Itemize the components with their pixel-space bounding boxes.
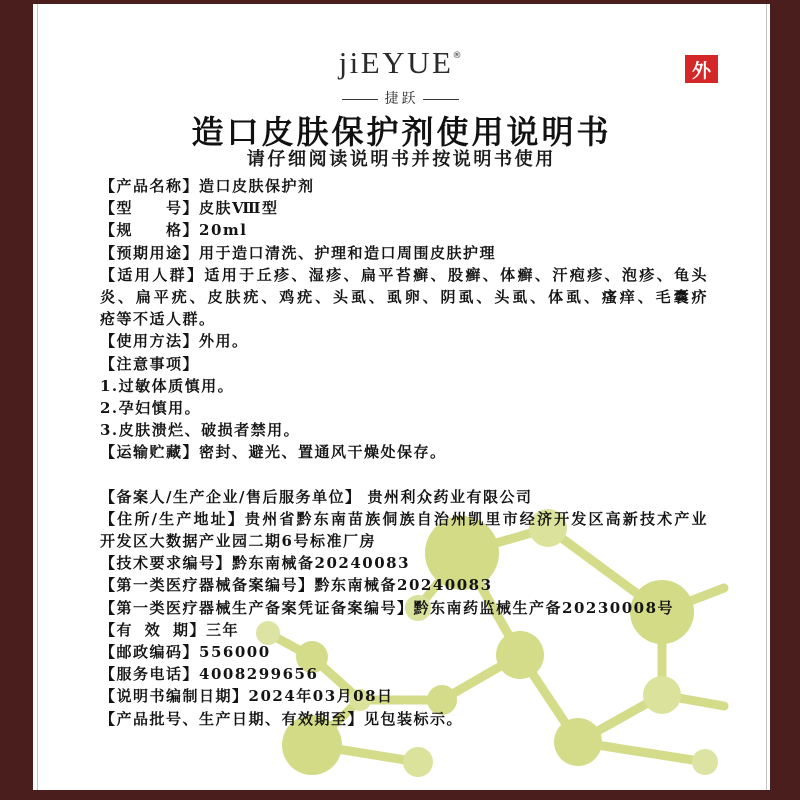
precaution-item: 2.孕妇慎用。 <box>100 398 202 417</box>
field-label: 【注意事项】 <box>100 354 200 373</box>
field-label: 【预期用途】 <box>100 243 200 262</box>
field-address-line-1 <box>100 508 707 530</box>
molecule-atom <box>403 747 433 777</box>
field-label: 【使用方法】 <box>100 332 200 351</box>
page-subtitle: 请仔细阅读说明书并按说明书使用 <box>246 149 556 170</box>
field-registrant <box>100 486 740 508</box>
logo-rule-right <box>423 99 459 100</box>
field-label: 【备案人/生产企业/售后服务单位】 <box>100 487 362 506</box>
field-value: 556000 <box>199 642 271 661</box>
field-address-line-2 <box>100 530 740 552</box>
field-intended-use <box>100 242 740 264</box>
field-production-filing-no <box>100 597 740 619</box>
field-label: 【服务电话】 <box>100 665 200 684</box>
field-label: 【邮政编码】 <box>100 642 200 661</box>
field-storage <box>100 441 740 463</box>
field-value: 炎、扁平疣、皮肤疣、鸡疣、头虱、虱卵、阴虱、头虱、体虱、瘙痒、毛囊疥 <box>100 287 707 306</box>
field-label: 【产品名称】 <box>100 177 200 195</box>
field-applicable-line-2 <box>100 286 707 308</box>
logo-wordmark-text: jiEYUE <box>338 45 454 80</box>
field-label: 【型 号】 <box>100 199 200 218</box>
field-usage <box>100 330 740 352</box>
field-spec <box>100 219 740 241</box>
field-label: 【有 效 期】 <box>100 620 206 639</box>
field-value: 20ml <box>199 221 248 240</box>
field-label: 【第一类医疗器械生产备案凭证备案编号】 <box>100 598 414 617</box>
field-postcode <box>100 641 740 663</box>
field-label: 【产品批号、生产日期、有效期至】 <box>100 709 365 728</box>
field-label: 【运输贮藏】 <box>100 443 200 462</box>
logo-chinese-name: 捷跃 <box>384 91 419 107</box>
section-spacer <box>100 463 740 485</box>
page-title: 造口皮肤保护剂使用说明书 <box>191 113 612 151</box>
field-precautions <box>100 353 740 375</box>
field-value: 黔东南药监械生产备20230008号 <box>413 598 675 617</box>
field-service-phone <box>100 663 740 685</box>
field-validity <box>100 619 740 641</box>
field-device-filing-no <box>100 574 740 596</box>
field-label: 【技术要求编号】 <box>100 554 233 573</box>
molecule-atom <box>692 749 718 775</box>
field-value: 用于造口清洗、护理和造口周围皮肤护理 <box>199 243 497 262</box>
field-value: 贵州利众药业有限公司 <box>367 487 533 506</box>
field-value: 贵州省黔东南苗族侗族自治州凯里市经济开发区高新技术产业 <box>245 509 707 528</box>
field-value: 造口皮肤保护剂 <box>199 177 315 195</box>
field-label: 【说明书编制日期】 <box>100 687 249 706</box>
field-label: 【适用人群】 <box>100 265 205 284</box>
field-label: 【住所/生产地址】 <box>100 509 246 528</box>
external-use-badge: 外 <box>685 55 718 83</box>
field-value: 外用。 <box>199 332 249 351</box>
field-value: 疮等不适人群。 <box>100 310 216 329</box>
precaution-item: 3.皮肤溃烂、破损者禁用。 <box>100 421 301 440</box>
field-tech-requirement-no <box>100 552 740 574</box>
brand-logo <box>300 46 500 108</box>
registered-mark: ® <box>452 51 462 61</box>
field-product-name <box>100 175 740 197</box>
field-value: 黔东南械备20240083 <box>314 576 493 595</box>
field-label: 【第一类医疗器械备案编号】 <box>100 576 315 595</box>
field-value: 4008299656 <box>199 665 319 684</box>
field-value: 皮肤Ⅷ型 <box>199 199 279 218</box>
field-value: 适用于丘疹、湿疹、扁平苔癣、股癣、体癣、汗疱疹、泡疹、龟头 <box>204 265 707 284</box>
field-value: 密封、避光、置通风干燥处保存。 <box>199 443 447 462</box>
field-applicable-line-3 <box>100 308 740 330</box>
field-value: 黔东南械备20240083 <box>232 554 411 573</box>
field-value: 开发区大数据产业园二期6号标准厂房 <box>100 532 376 550</box>
logo-chinese-row <box>300 90 500 108</box>
logo-wordmark <box>300 46 500 88</box>
precaution-item: 1.过敏体质慎用。 <box>100 376 235 395</box>
field-batch-info <box>100 708 740 730</box>
field-applicable-line-1 <box>100 264 707 286</box>
field-compiled-date <box>100 685 740 707</box>
field-value: 见包装标示。 <box>364 709 464 728</box>
instruction-body <box>100 175 740 730</box>
field-model <box>100 197 740 219</box>
field-value: 三年 <box>205 620 239 639</box>
logo-rule-left <box>342 99 378 100</box>
field-label: 【规 格】 <box>100 221 200 240</box>
field-value: 2024年03月08日 <box>248 687 394 706</box>
